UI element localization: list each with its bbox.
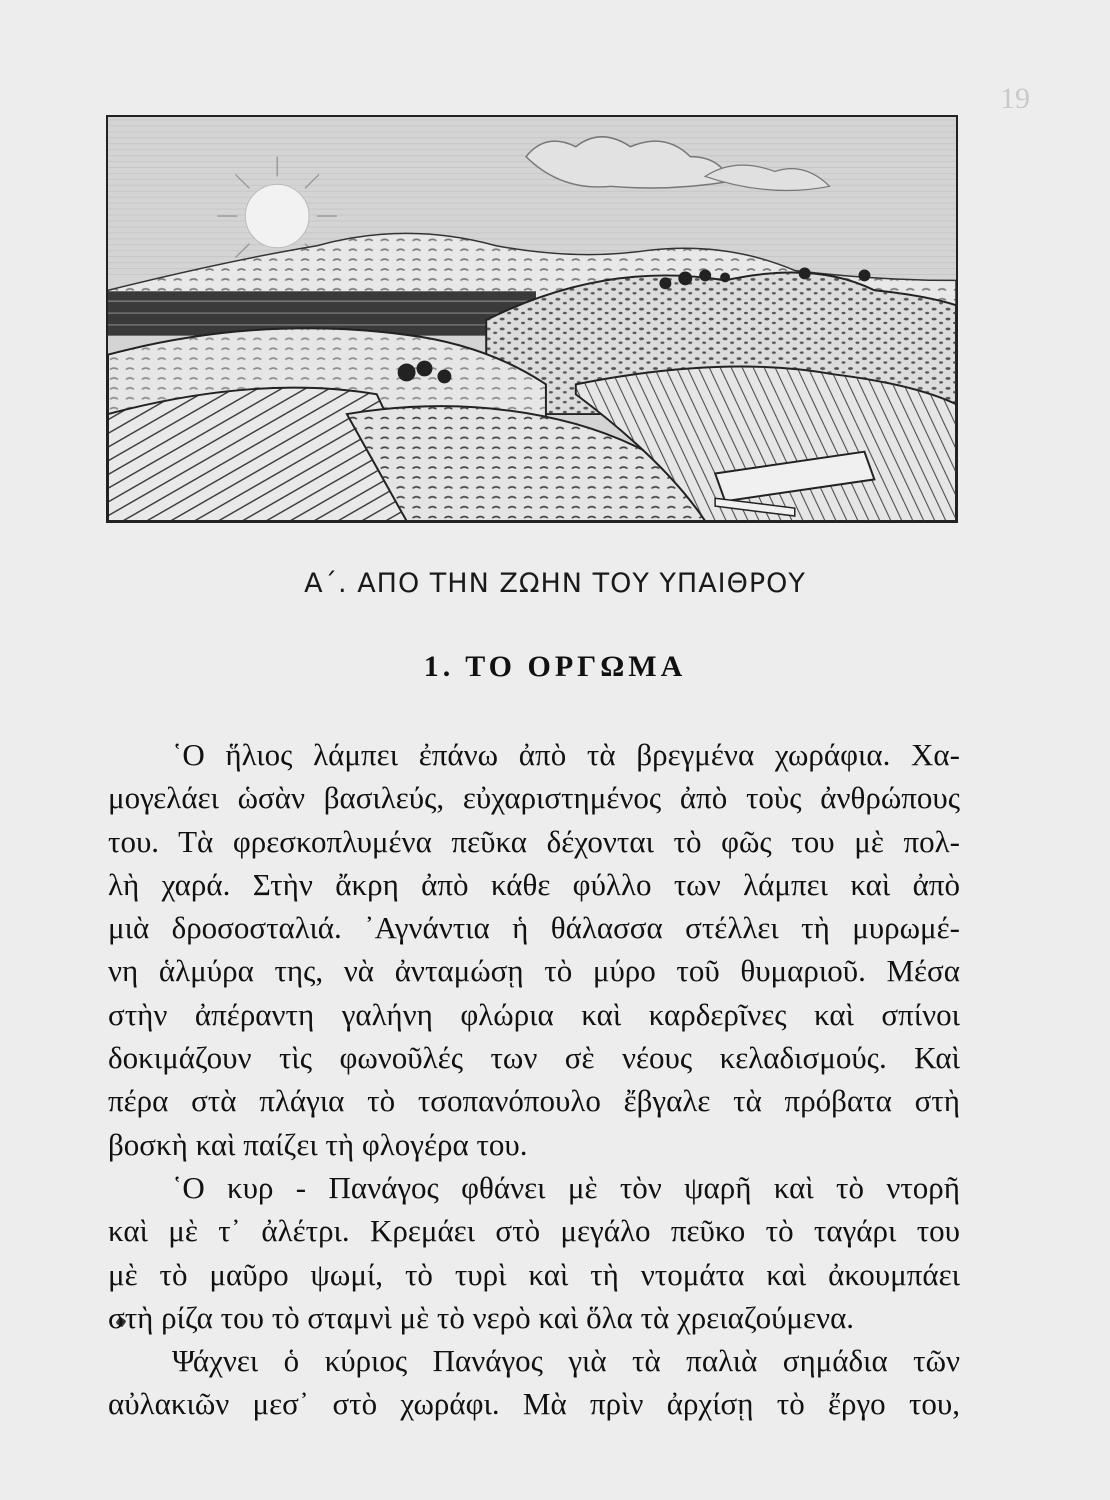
chapter-title: 1. ΤΟ ΟΡΓΩΜΑ [423,650,687,683]
text-line: μιὰ δροσοσταλιά. ᾿Αγνάντια ἡ θάλασσα στέλλει τὴ μυρωμέ- [108,910,960,946]
page-number: 19 [1000,82,1030,115]
text-line: στὴν ἀπέραντη γαλήνη φλώρια καὶ καρδερῖνες καὶ σπίνοι [108,996,960,1032]
text-line: δοκιμάζουν τὶς φωνοῦλές των σὲ νέους κελαδισμούς. Καὶ [108,1040,960,1076]
text-line: λὴ χαρά. Στὴν ἄκρη ἀπὸ κάθε φύλλο των λάμπει καὶ ἀπὸ [108,866,960,902]
text-line: νη ἁλμύρα της, νὰ ἀνταμώσῃ τὸ μύρο τοῦ θυμαριοῦ. Μέσα [108,953,960,989]
landscape-illustration [106,115,958,523]
woodcut-landscape-image [108,117,956,521]
text-line: καὶ μὲ τ᾿ ἀλέτρι. Κρεμάει στὸ μεγάλο πεῦκο τὸ ταγάρι του [108,1213,960,1249]
text-line: ῾Ο κυρ - Πανάγος φθάνει μὲ τὸν ψαρῆ καὶ τὸ ντορῆ [172,1169,960,1205]
body-text [108,733,960,1426]
text-line: ῾Ο ἥλιος λάμπει ἐπάνω ἀπὸ τὰ βρεγμένα χωράφια. Χα- [172,737,960,772]
text-line: βοσκὴ καὶ παίζει τὴ φλογέρα του. [108,1126,528,1162]
paragraph-2 [108,1166,960,1339]
text-line: στὴ ρίζα του τὸ σταμνὶ μὲ τὸ νερὸ καὶ ὅλα τὰ χρειαζούμενα. [108,1299,855,1335]
section-heading: Α΄. ΑΠΟ ΤΗΝ ΖΩΗΝ ΤΟΥ ΥΠΑΙΘΡΟΥ [304,568,806,599]
text-line: μογελάει ὡσὰν βασιλεύς, εὐχαριστημένος ἀπὸ τοὺς ἀνθρώπους [108,780,960,816]
paragraph-1 [108,733,960,1166]
text-line: αὐλακιῶν μεσ᾿ στὸ χωράφι. Μὰ πρὶν ἀρχίσῃ τὸ ἔργο του, [108,1386,960,1422]
text-line: μὲ τὸ μαῦρο ψωμί, τὸ τυρὶ καὶ τὴ ντομάτα καὶ ἀκουμπάει [108,1256,960,1292]
text-line: Ψάχνει ὁ κύριος Πανάγος γιὰ τὰ παλιὰ σημάδια τῶν [172,1343,960,1379]
paragraph-3 [108,1339,960,1426]
text-line: του. Τὰ φρεσκοπλυμένα πεῦκα δέχονται τὸ φῶς του μὲ πολ- [108,823,960,859]
text-line: πέρα στὰ πλάγια τὸ τσοπανόπουλο ἔβγαλε τὰ πρόβατα στὴ [108,1083,960,1119]
